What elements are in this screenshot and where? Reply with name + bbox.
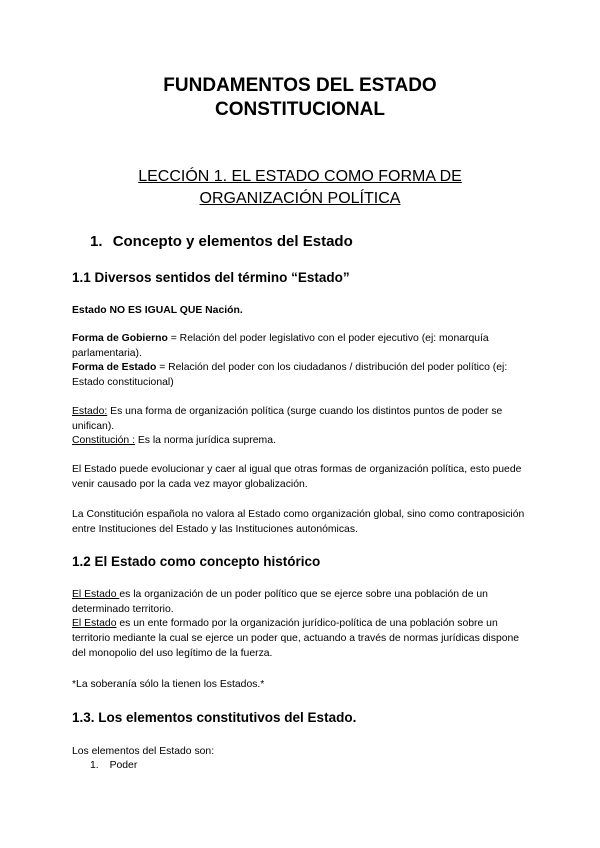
document-title [0, 74, 600, 122]
estado-historico-text-2: es un ente formado por la organización jurídico-política de una población sobre un territorio mediante la cual se ejerce un poder que, actuando a través de normas jurídicas dispone del monopolio del uso legítimo de la fuerza. [72, 618, 520, 659]
list-item [90, 758, 490, 773]
estado-historico-label-1: El Estado [72, 589, 120, 600]
constitucion-label: Constitución : [72, 435, 135, 446]
section-1-2-heading: 1.2 El Estado como concepto histórico [72, 554, 321, 569]
estado-definition [72, 404, 532, 434]
section-1-title: Concepto y elementos del Estado [112, 233, 353, 250]
section-1-heading [90, 233, 353, 250]
evolucion-paragraph: El Estado puede evolucionar y caer al igual que otras formas de organización política, esto puede venir causado por la cada vez mayor globalización. [72, 464, 522, 490]
estado-not-nacion: Estado NO ES IGUAL QUE Nación. [72, 305, 243, 316]
forma-estado-text: = Relación del poder con los ciudadanos / distribución del poder político (ej: Estado constitucional) [72, 362, 508, 388]
forma-gobierno-definition [72, 331, 532, 361]
lesson-heading-line-1: LECCIÓN 1. EL ESTADO COMO FORMA DE [138, 168, 462, 185]
estado-historico-text-1: es la organización de un poder político que se ejerce sobre una población de un determinado territorio. [72, 589, 488, 615]
lesson-heading-line-2: ORGANIZACIÓN POLÍTICA [199, 190, 401, 207]
forma-estado-definition [72, 360, 532, 390]
estado-historico-definition-2 [72, 616, 532, 661]
list-item-number: 1. [90, 760, 99, 771]
forma-gobierno-term: Forma de Gobierno [72, 333, 168, 344]
estado-historico-definition-1 [72, 587, 532, 617]
constitucion-text: Es la norma jurídica suprema. [134, 435, 276, 446]
lesson-heading [0, 166, 600, 210]
soberania-note: *La soberanía sólo la tienen los Estados.* [72, 679, 265, 690]
list-item-label: Poder [109, 760, 138, 771]
estado-label: Estado: [72, 406, 108, 417]
estado-historico-label-2: El Estado [72, 618, 117, 629]
forma-gobierno-text: = Relación del poder legislativo con el poder ejecutivo (ej: monarquía parlamentaria). [72, 333, 489, 359]
document-title-line-1: FUNDAMENTOS DEL ESTADO [163, 75, 437, 96]
constitucion-espanola-paragraph: La Constitución española no valora al Estado como organización global, sino como contraposición entre Instituciones del Estado y las Instituciones autonómicas. [72, 509, 525, 535]
document-title-line-2: CONSTITUCIONAL [215, 99, 385, 120]
estado-text: Es una forma de organización política (surge cuando los distintos puntos de poder se unifican). [72, 406, 503, 432]
section-1-1-heading: 1.1 Diversos sentidos del término “Estado” [72, 270, 350, 285]
elementos-intro: Los elementos del Estado son: [72, 746, 215, 757]
forma-estado-term: Forma de Estado [72, 362, 157, 373]
constitucion-definition [72, 433, 532, 448]
section-1-number: 1. [90, 233, 103, 250]
section-1-3-heading: 1.3. Los elementos constitutivos del Estado. [72, 710, 357, 725]
